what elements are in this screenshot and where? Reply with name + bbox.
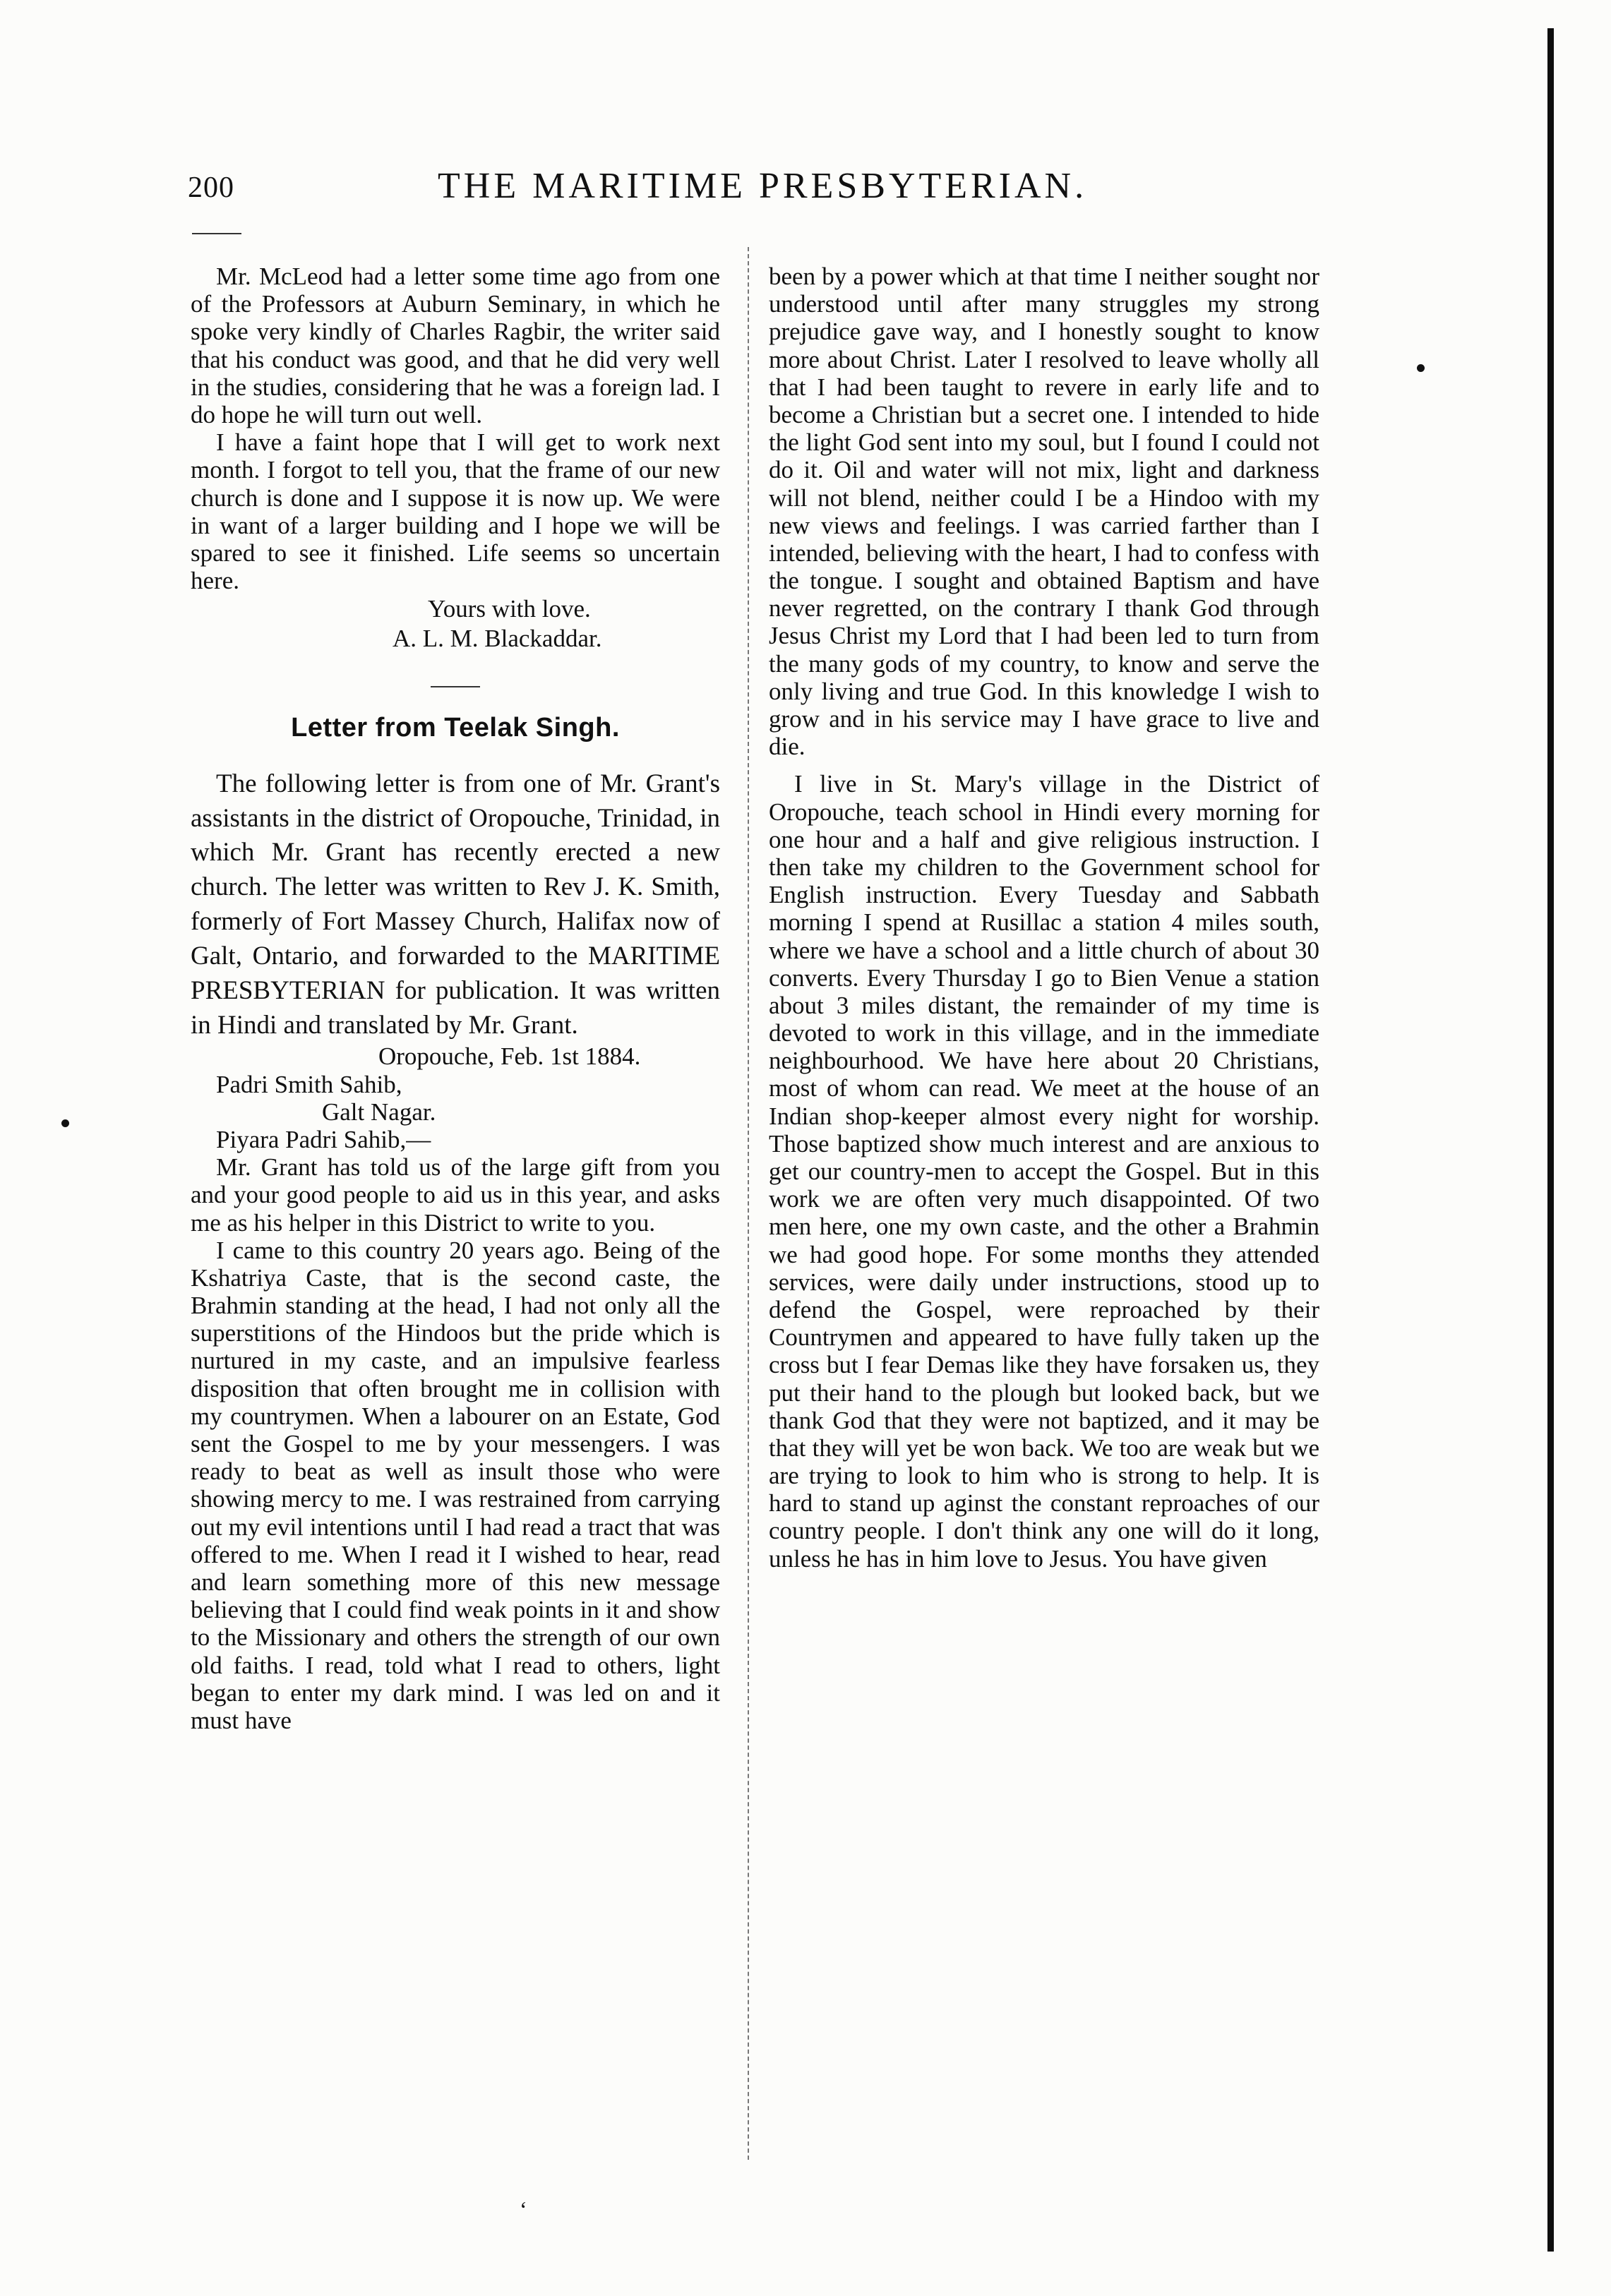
letter-body-paragraph: I live in St. Mary's village in the District of Oropouche, teach school in Hindi every morning for one hour and a half and give religious instruction. I then take my children to the Government school for English instruction. Every Tuesday and Sabbath morning I spend at Rusillac a station 4 miles south, where we have a school and a little church of about 30 converts. Every Thursday I go to Bien Venue a station about 3 miles distant, the remainder of my time is devoted to work in this village, and in the immediate neighbourhood. We have here about 20 Christians, most of whom can read. We meet at the house of an Indian shop-keeper almost every night for worship. Those baptized show much interest and are anxious to get our country-men to accept the Gospel. But in this work we are often very much disappointed. Of two men here, one my own caste, and the other a Brahmin we had good hope. For some months they attended services, were daily under instructions, stood up to defend the Gospel, were reproached by their Countrymen and appeared to have fully taken up the cross but I fear Demas like they have forsaken us, they put their hand to the plough but looked back, but we thank God that they were not baptized, and it may be that they will yet be won back. We too are weak but we are trying to look to him who is strong to help. It is hard to stand up aginst the constant reproaches of our country people. I don't think any one will do it long, unless he has in him love to Jesus. You have given xyxy=(769,770,1319,1573)
salutation: Piyara Padri Sahib,— xyxy=(216,1125,431,1153)
article-intro: The following letter is from one of Mr. Grant's assistants in the district of Oropouche, Trinidad, in which Mr. Grant has recently erected a new church. The letter was written to Rev J. K. Smith, formerly of Fort Massey Church, Halifax now of Galt, Ontario, and forwarded to the MARITIME PRESBYTERIAN for publication. It was written in Hindi and translated by Mr. Grant. xyxy=(191,769,720,1040)
page-edge-rule xyxy=(1547,28,1554,2252)
address-line: Padri Smith Sahib, xyxy=(216,1070,402,1098)
article-title: Letter from Teelak Singh. xyxy=(291,713,620,743)
ink-speck xyxy=(1417,364,1425,372)
letter-body-paragraph: been by a power which at that time I neither sought nor understood until after many struggles my strong prejudice gave way, and I honestly sought to know more about Christ. Later I resolved to leave wholly all that I had been taught to revere in early life and to become a Christian but a secret one. I intended to hide the light God sent into my soul, but I found I could not do it. Oil and water will not mix, light and darkness will not blend, neither could I be a Hindoo with my new views and feelings. I was carried farther than I intended, believing with the heart, I had to confess with the tongue. I sought and obtained Baptism and have never regretted, on the contrary I thank God through Jesus Christ my Lord that I had been led to turn from the many gods of my country, to know and serve the only living and true God. In this knowledge I wish to grow and in his service may I have grace to live and die. xyxy=(769,263,1319,761)
dateline: Oropouche, Feb. 1st 1884. xyxy=(378,1042,641,1071)
header-dash xyxy=(192,233,241,234)
address-line: Galt Nagar. xyxy=(322,1098,436,1126)
signature: A. L. M. Blackaddar. xyxy=(393,625,602,653)
page-number: 200 xyxy=(188,172,234,204)
letter-body-paragraph: I came to this country 20 years ago. Being of the Kshatriya Caste, that is the second caste, the Brahmin standing at the head, I had not only all the superstitions of the Hindoos but the pride which is nurtured in my caste, and an impulsive fearless disposition that often brought me in collision with my countrymen. When a labourer on an Estate, God sent the Gospel to me by your messengers. I was ready to beat as well as insult those who were showing mercy to me. I was restrained from carrying out my evil intentions until I had read a tract that was offered to me. When I read it I wished to hear, read and learn something more of this new message believing that I could find weak points in it and show to the Missionary and others the strength of our own old faiths. I read, told what I read to others, light began to enter my dark mind. I was led on and it must have xyxy=(191,1236,720,1734)
signoff-line: Yours with love. xyxy=(428,595,591,623)
running-title: THE MARITIME PRESBYTERIAN. xyxy=(438,166,1088,206)
section-separator xyxy=(431,686,480,687)
column-divider xyxy=(748,247,749,2160)
letter-body-paragraph: Mr. Grant has told us of the large gift from you and your good people to aid us in this year, and asks me as his helper in this District to write to you. xyxy=(191,1153,720,1237)
left-column xyxy=(191,263,720,1734)
footer-tick-mark: ‘ xyxy=(520,2196,527,2222)
letter-paragraph: Mr. McLeod had a letter some time ago from one of the Professors at Auburn Seminary, in which he spoke very kindly of Charles Ragbir, the writer said that his conduct was good, and that he did very well in the studies, considering that he was a foreign lad. I do hope he will turn out well. xyxy=(191,263,720,428)
ink-speck xyxy=(61,1119,69,1127)
right-column xyxy=(769,263,1319,1573)
letter-paragraph: I have a faint hope that I will get to work next month. I forgot to tell you, that the frame of our new church is done and I suppose it is now up. We were in want of a larger building and I hope we will be spared to see it finished. Life seems so uncertain here. xyxy=(191,428,720,595)
